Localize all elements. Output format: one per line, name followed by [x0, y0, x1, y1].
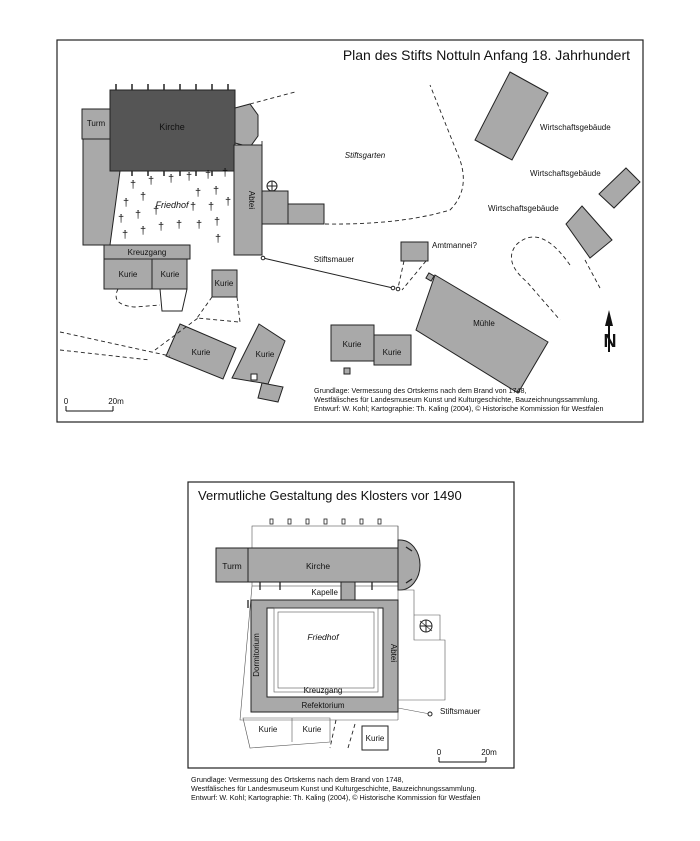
svg-text:†: †: [130, 179, 137, 191]
map-upper-title: Plan des Stifts Nottuln Anfang 18. Jahrhundert: [342, 47, 630, 63]
label-friedhof-lower: Friedhof: [307, 632, 339, 642]
svg-text:†: †: [195, 187, 202, 199]
svg-text:†: †: [140, 191, 147, 203]
credit-line-1-upper: Grundlage: Vermessung des Ortskerns nach dem Brand von 1748,: [314, 386, 527, 395]
svg-text:†: †: [168, 173, 175, 185]
svg-text:†: †: [123, 197, 130, 209]
svg-text:†: †: [215, 233, 222, 245]
svg-text:†: †: [205, 169, 212, 181]
svg-text:†: †: [208, 201, 215, 213]
svg-text:†: †: [176, 219, 183, 231]
label-wirtschaft-2: Wirtschaftsgebäude: [530, 169, 601, 178]
label-kurie-2: Kurie: [160, 270, 180, 279]
svg-text:†: †: [190, 201, 197, 213]
svg-text:†: †: [196, 219, 203, 231]
map-upper: [57, 40, 643, 422]
label-kurie-1: Kurie: [118, 270, 138, 279]
label-kurie-5: Kurie: [255, 350, 275, 359]
label-amtmannei: Amtmannei?: [432, 241, 477, 250]
svg-text:†: †: [225, 196, 232, 208]
label-abtei: Abtei: [247, 190, 256, 210]
north-label: N: [603, 331, 617, 351]
svg-text:†: †: [186, 171, 193, 183]
map-lower-title: Vermutliche Gestaltung des Klosters vor 1490: [198, 488, 462, 503]
credit-line-1-lower: Grundlage: Vermessung des Ortskerns nach dem Brand von 1748,: [191, 775, 404, 784]
label-kreuzgang-upper: Kreuzgang: [127, 248, 167, 257]
label-muehle: Mühle: [473, 319, 495, 328]
label-kurie-lower-3: Kurie: [365, 734, 385, 743]
label-stiftsmauer-upper: Stiftsmauer: [313, 255, 355, 264]
label-refektorium: Refektorium: [301, 701, 345, 710]
building-annex-1: [262, 191, 288, 224]
label-turm: Turm: [86, 119, 106, 128]
label-stiftsmauer-lower: Stiftsmauer: [440, 707, 481, 716]
credit-line-2-lower: Westfälisches für Landesmuseum Kunst und Kulturgeschichte, Bauzeichnungssammlung.: [191, 784, 477, 793]
label-kapelle: Kapelle: [311, 588, 338, 597]
label-kurie-lower-2: Kurie: [302, 725, 322, 734]
label-stiftsgarten: Stiftsgarten: [344, 151, 386, 160]
svg-text:†: †: [140, 225, 147, 237]
label-turm-lower: Turm: [222, 561, 242, 571]
svg-text:†: †: [214, 216, 221, 228]
scale-end-upper: 20m: [108, 397, 124, 406]
svg-text:†: †: [135, 209, 142, 221]
map-lower: [188, 482, 514, 768]
label-friedhof-upper: Friedhof: [155, 200, 189, 210]
church-apse: [235, 104, 258, 147]
label-kirche-lower: Kirche: [305, 561, 331, 571]
building-amtmannei: [401, 242, 428, 261]
svg-text:†: †: [153, 205, 160, 217]
svg-text:†: †: [118, 213, 125, 225]
label-kurie-4: Kurie: [191, 348, 211, 357]
label-kurie-lower-1: Kurie: [258, 725, 278, 734]
svg-text:†: †: [122, 229, 129, 241]
svg-text:†: †: [222, 167, 229, 179]
credit-line-3-lower: Entwurf: W. Kohl; Kartographie: Th. Kaling (2004), © Historische Kommission für Westfalen: [191, 793, 481, 802]
label-abtei-lower: Abtei: [389, 643, 398, 663]
label-kreuzgang-lower: Kreuzgang: [303, 686, 343, 695]
scale-start-lower: 0: [436, 748, 442, 757]
label-wirtschaft-1: Wirtschaftsgebäude: [540, 123, 611, 132]
building-kapelle: [341, 582, 355, 600]
map-lower-frame: [188, 482, 514, 768]
svg-text:†: †: [213, 185, 220, 197]
scale-start-upper: 0: [63, 397, 69, 406]
label-kirche: Kirche: [159, 122, 185, 132]
label-kurie-3: Kurie: [214, 279, 234, 288]
label-kurie-7: Kurie: [382, 348, 402, 357]
scale-end-lower: 20m: [481, 748, 497, 757]
credit-line-3-upper: Entwurf: W. Kohl; Kartographie: Th. Kaling (2004), © Historische Kommission für Westfalen: [314, 404, 604, 413]
svg-text:†: †: [148, 175, 155, 187]
credit-line-2-upper: Westfälisches für Landesmuseum Kunst und Kulturgeschichte, Bauzeichnungssammlung.: [314, 395, 600, 404]
label-kurie-6: Kurie: [342, 340, 362, 349]
svg-text:†: †: [158, 221, 165, 233]
label-wirtschaft-3: Wirtschaftsgebäude: [488, 204, 559, 213]
building-annex-2: [288, 204, 324, 224]
label-dormitorium: Dormitorium: [252, 633, 261, 677]
